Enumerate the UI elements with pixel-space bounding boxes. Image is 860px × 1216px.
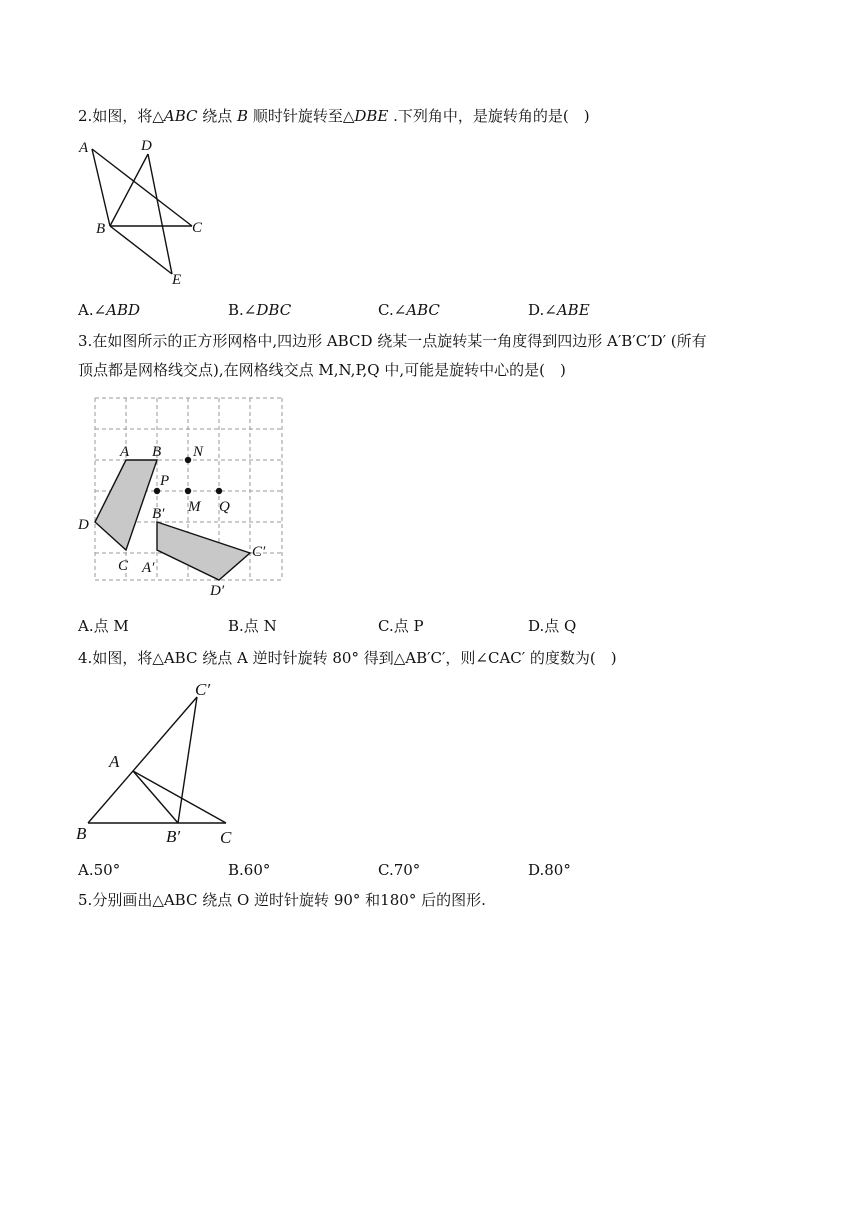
label-a: A bbox=[109, 752, 120, 771]
option-a[interactable] bbox=[78, 860, 120, 880]
label-c-prime: C′ bbox=[252, 544, 266, 560]
option-text: ∠ABE bbox=[544, 301, 590, 319]
stem-text: 如图，将△ABC 绕点 A 逆时针旋转 80° 得到△AB′C′，则∠CAC′ 的度数为( ) bbox=[92, 649, 617, 667]
label-d: D bbox=[78, 517, 89, 533]
option-key: D. bbox=[528, 617, 545, 635]
option-key: C. bbox=[378, 301, 394, 319]
label-b: B bbox=[96, 221, 106, 237]
option-key: B. bbox=[228, 301, 244, 319]
question-number: 4. bbox=[78, 649, 93, 667]
segment-be bbox=[110, 226, 172, 274]
option-c[interactable] bbox=[378, 616, 424, 636]
option-text: ∠ABD bbox=[93, 301, 141, 319]
segment-de bbox=[148, 154, 172, 274]
point-m bbox=[185, 488, 191, 494]
label-d: D bbox=[141, 138, 152, 154]
question-3-figure bbox=[76, 390, 296, 605]
label-a: A bbox=[120, 444, 130, 460]
option-key: C. bbox=[378, 617, 394, 635]
label-p: P bbox=[160, 473, 170, 489]
label-c: C bbox=[118, 558, 129, 574]
option-d[interactable] bbox=[528, 860, 571, 880]
label-a: A bbox=[79, 140, 89, 156]
point-n bbox=[185, 457, 191, 463]
stem-var: ABC bbox=[163, 107, 198, 125]
stem-var: B bbox=[237, 107, 249, 125]
label-n: N bbox=[193, 444, 204, 460]
option-key: D. bbox=[528, 861, 545, 879]
option-c[interactable] bbox=[378, 860, 420, 880]
option-text: 80° bbox=[544, 861, 571, 879]
label-c: C bbox=[220, 828, 232, 847]
option-a[interactable] bbox=[78, 616, 129, 636]
label-b-prime: B′ bbox=[152, 506, 165, 522]
option-d[interactable] bbox=[528, 300, 590, 320]
option-key: D. bbox=[528, 301, 545, 319]
question-number: 5. bbox=[78, 891, 93, 909]
question-3-stem-line-1 bbox=[78, 331, 707, 351]
segment-ab-prime bbox=[133, 771, 178, 823]
option-key: C. bbox=[378, 861, 394, 879]
option-text: 50° bbox=[93, 861, 121, 879]
question-4-figure bbox=[74, 675, 244, 855]
option-a[interactable] bbox=[78, 300, 140, 320]
stem-text: 绕点 bbox=[197, 107, 238, 125]
option-key: A. bbox=[78, 861, 94, 879]
option-text: 点 M bbox=[93, 617, 129, 635]
question-3-stem-line-2 bbox=[78, 360, 566, 380]
option-d[interactable] bbox=[528, 616, 576, 636]
point-q bbox=[216, 488, 222, 494]
stem-text: 顶点都是网格线交点),在网格线交点 M,N,P,Q 中,可能是旋转中心的是( ) bbox=[78, 361, 566, 379]
label-b-prime: B′ bbox=[166, 827, 181, 846]
quadrilateral-abcd bbox=[95, 460, 157, 550]
segment-bd bbox=[110, 154, 148, 226]
option-b[interactable] bbox=[228, 300, 291, 320]
option-text: 60° bbox=[243, 861, 271, 879]
stem-text: 如图，将△ bbox=[92, 107, 164, 125]
question-2-figure bbox=[70, 132, 230, 292]
label-b: B bbox=[152, 444, 162, 460]
question-2-stem bbox=[78, 106, 590, 126]
label-d-prime: D′ bbox=[210, 583, 225, 599]
option-text: 点 Q bbox=[544, 617, 577, 635]
option-key: A. bbox=[78, 301, 94, 319]
option-key: B. bbox=[228, 861, 244, 879]
question-number: 3. bbox=[78, 332, 93, 350]
label-c: C bbox=[192, 220, 203, 236]
option-b[interactable] bbox=[228, 616, 277, 636]
label-b: B bbox=[76, 824, 87, 843]
option-text: ∠DBC bbox=[243, 301, 292, 319]
label-q: Q bbox=[219, 499, 230, 515]
stem-text: .下列角中，是旋转角的是( ) bbox=[388, 107, 590, 125]
question-5-stem bbox=[78, 890, 486, 910]
option-text: 点 N bbox=[243, 617, 277, 635]
stem-text: 在如图所示的正方形网格中,四边形 ABCD 绕某一点旋转某一角度得到四边形 A′B′C′D′ (所有 bbox=[92, 332, 707, 350]
stem-text: 顺时针旋转至△ bbox=[248, 107, 355, 125]
option-text: ∠ABC bbox=[393, 301, 440, 319]
option-text: 点 P bbox=[393, 617, 424, 635]
option-key: A. bbox=[78, 617, 94, 635]
label-c-prime: C′ bbox=[195, 680, 211, 699]
question-4-stem bbox=[78, 648, 617, 668]
option-key: B. bbox=[228, 617, 244, 635]
option-c[interactable] bbox=[378, 300, 440, 320]
stem-text: 分别画出△ABC 绕点 O 逆时针旋转 90° 和180° 后的图形. bbox=[92, 891, 486, 909]
label-m: M bbox=[188, 499, 201, 515]
stem-var: DBE bbox=[354, 107, 389, 125]
label-e: E bbox=[172, 272, 182, 288]
option-text: 70° bbox=[393, 861, 421, 879]
question-number: 2. bbox=[78, 107, 93, 125]
option-b[interactable] bbox=[228, 860, 270, 880]
quadrilateral-abcd-prime bbox=[157, 522, 250, 580]
label-a-prime: A′ bbox=[142, 560, 155, 576]
